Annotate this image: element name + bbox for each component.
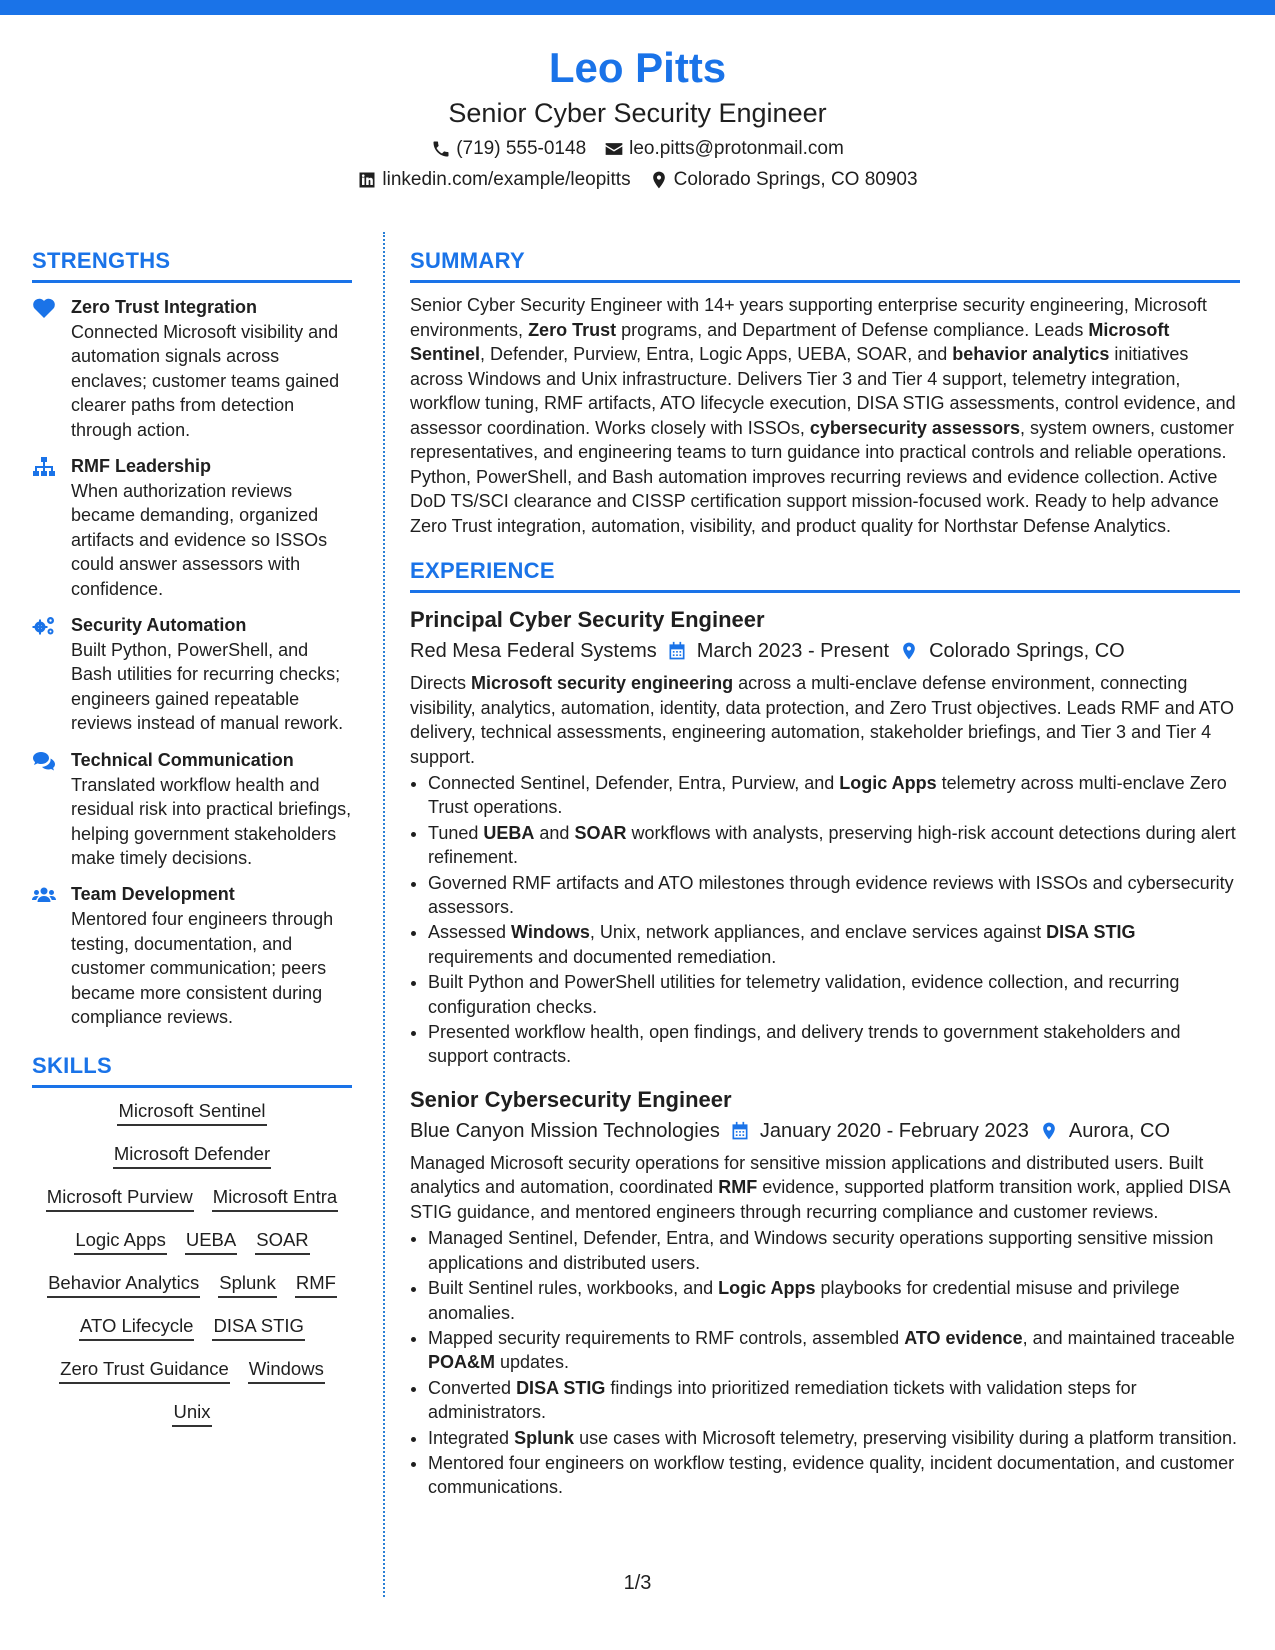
candidate-title: Senior Cyber Security Engineer — [448, 98, 827, 128]
bullet-item: • Managed Sentinel, Defender, Entra, and Windows security operations supporting sensitive mission applications and distributed users. — [428, 1226, 1240, 1275]
summary-heading: SUMMARY — [410, 248, 525, 273]
skill-tag: UEBA — [185, 1227, 237, 1255]
strengths-rule — [32, 280, 352, 283]
candidate-name: Leo Pitts — [548, 44, 727, 91]
skills-list — [32, 1098, 352, 1427]
bullet-item: • Mentored four engineers on workflow testing, evidence quality, incident documentation, and customer communications. — [428, 1451, 1240, 1500]
skill-tag: RMF — [295, 1270, 337, 1298]
strength-desc: Built Python, PowerShell, and Bash utilities for recurring checks; engineers gained repeatable reviews instead of manual rework. — [71, 640, 344, 734]
job-location — [899, 637, 1125, 665]
experience-section — [410, 556, 1240, 1500]
comments-icon — [32, 750, 56, 772]
experience-heading: EXPERIENCE — [410, 558, 555, 583]
gears-icon — [32, 615, 56, 637]
left-column — [32, 246, 352, 1442]
bullet-item: • Presented workflow health, open findings, and delivery trends to government stakeholders and support contracts. — [428, 1020, 1240, 1069]
email-contact[interactable] — [604, 136, 844, 162]
skill-row — [32, 1270, 352, 1298]
email-text: leo.pitts@protonmail.com — [629, 138, 844, 159]
bullet-item: • Mapped security requirements to RMF controls, assembled ATO evidence, and maintained traceable POA&M updates. — [428, 1326, 1240, 1375]
job-description: Managed Microsoft security operations for sensitive mission applications and distributed users. Built analytics and automation, coordinated RMF evidence, supported platform transition work, applied DISA STIG guidance, and mentored engineers through recurring compliance and customer reviews. — [410, 1152, 1230, 1222]
job-dates-text: March 2023 - Present — [696, 640, 890, 662]
strength-item — [32, 748, 352, 871]
skill-tag: Windows — [248, 1356, 325, 1384]
skill-tag: SOAR — [255, 1227, 309, 1255]
strength-desc: Translated workflow health and residual risk into practical briefings, helping government stakeholders make timely decisions. — [71, 774, 352, 868]
skill-row — [32, 1356, 352, 1384]
job-dates — [730, 1117, 1029, 1145]
resume-header — [0, 40, 1275, 193]
envelope-icon — [604, 139, 624, 159]
location-pin-icon — [649, 170, 669, 190]
job-dates — [667, 637, 889, 665]
skill-row — [32, 1313, 352, 1341]
linkedin-contact[interactable] — [357, 167, 630, 193]
bullet-item: • Connected Sentinel, Defender, Entra, Purview, and Logic Apps telemetry across multi-enclave Zero Trust operations. — [428, 771, 1240, 820]
skill-tag: Splunk — [218, 1270, 277, 1298]
job-company: Red Mesa Federal Systems — [410, 640, 657, 662]
contact-row-2 — [0, 167, 1275, 193]
job-dates-text: January 2020 - February 2023 — [759, 1119, 1029, 1142]
skill-row — [32, 1141, 352, 1169]
strength-desc: Mentored four engineers through testing, documentation, and customer communication; peers became more consistent during compliance reviews. — [71, 909, 334, 1027]
job-bullets — [410, 1226, 1240, 1499]
heart-icon — [32, 297, 56, 319]
linkedin-text: linkedin.com/example/leopitts — [382, 169, 631, 190]
skill-tag: Microsoft Purview — [46, 1184, 194, 1212]
strengths-section — [32, 246, 352, 1029]
job-location — [1039, 1117, 1170, 1145]
skills-section — [32, 1051, 352, 1427]
strength-item — [32, 882, 352, 1029]
strengths-heading: STRENGTHS — [32, 248, 171, 273]
job-meta — [410, 637, 1240, 665]
page-number: 1/3 — [623, 1572, 652, 1594]
bullet-item: • Converted DISA STIG findings into prioritized remediation tickets with validation steps for administrators. — [428, 1376, 1240, 1425]
job-title: Senior Cybersecurity Engineer — [410, 1086, 732, 1112]
strength-name: Security Automation — [71, 615, 247, 636]
calendar-icon — [667, 641, 687, 661]
strength-name: Team Development — [71, 884, 235, 905]
phone-icon — [431, 139, 451, 159]
top-accent-bar — [0, 0, 1275, 15]
skill-row — [32, 1227, 352, 1255]
job-entry — [410, 1085, 1240, 1500]
summary-text: Senior Cyber Security Engineer with 14+ years supporting enterprise security engineering, Microsoft environments, Zero Trust programs, and Department of Defense compliance. Leads Microsoft Sentinel, Defender, Purview, Entra, Logic Apps, UEBA, SOAR, and behavior analytics initiatives across Windows and Unix infrastructure. Delivers Tier 3 and Tier 4 support, telemetry integration, workflow tuning, RMF artifacts, ATO lifecycle execution, DISA STIG assessments, control evidence, and assessor coordination. Works closely with ISSOs, cybersecurity assessors, system owners, customer representatives, and engineering teams to turn guidance into practical controls and reliable operations. Python, PowerShell, and Bash automation improves recurring reviews and evidence collection. Active DoD TS/SCI clearance and CISSP certification support mission-focused work. Ready to help advance Zero Trust integration, automation, visibility, and product quality for Northstar Defense Analytics. — [410, 295, 1236, 536]
skill-tag: Zero Trust Guidance — [59, 1356, 230, 1384]
strength-item — [32, 295, 352, 442]
phone-contact — [431, 136, 586, 162]
bullet-item: • Governed RMF artifacts and ATO milestones through evidence reviews with ISSOs and cybersecurity assessors. — [428, 871, 1240, 920]
bullet-item: • Tuned UEBA and SOAR workflows with analysts, preserving high-risk account detections during alert refinement. — [428, 821, 1240, 870]
strength-desc: When authorization reviews became demanding, organized artifacts and evidence so ISSOs could answer assessors with confidence. — [71, 481, 328, 599]
skill-row — [32, 1184, 352, 1212]
location-pin-icon — [1039, 1121, 1059, 1141]
skill-tag: Unix — [172, 1399, 211, 1427]
strength-item — [32, 613, 352, 736]
summary-rule — [410, 280, 1240, 283]
skill-tag: Microsoft Entra — [212, 1184, 338, 1212]
linkedin-icon — [357, 170, 377, 190]
location-pin-icon — [899, 641, 919, 661]
strength-name: Zero Trust Integration — [71, 297, 258, 317]
phone-text: (719) 555-0148 — [456, 138, 587, 159]
users-icon — [32, 884, 56, 906]
job-company: Blue Canyon Mission Technologies — [410, 1119, 720, 1142]
skill-row — [32, 1098, 352, 1126]
strength-item — [32, 454, 352, 601]
strength-name: RMF Leadership — [71, 456, 212, 477]
bullet-item: • Integrated Splunk use cases with Microsoft telemetry, preserving visibility during a platform transition. — [428, 1426, 1240, 1450]
job-entry — [410, 605, 1240, 1069]
contact-row-1 — [0, 136, 1275, 162]
job-location-text: Colorado Springs, CO — [929, 640, 1125, 662]
bullet-item: • Built Python and PowerShell utilities for telemetry validation, evidence collection, and recurring configuration checks. — [428, 970, 1240, 1019]
skill-row — [32, 1399, 352, 1427]
sitemap-icon — [32, 456, 56, 478]
skill-tag: Logic Apps — [74, 1227, 167, 1255]
skills-heading: SKILLS — [32, 1053, 113, 1079]
strength-desc: Connected Microsoft visibility and automation signals across enclaves; customer teams gained clearer paths from detection through action. — [71, 322, 340, 440]
job-meta — [410, 1117, 1240, 1145]
right-column — [410, 246, 1240, 1501]
job-description: Directs Microsoft security engineering across a multi-enclave defense environment, connecting visibility, analytics, automation, identity, data protection, and Zero Trust objectives. Leads RMF and ATO delivery, technical assessments, engineering automation, stakeholder briefings, and Tier 3 and Tier 4 support. — [410, 673, 1235, 767]
skill-tag: DISA STIG — [212, 1313, 304, 1341]
job-title: Principal Cyber Security Engineer — [410, 607, 765, 632]
skill-tag: ATO Lifecycle — [79, 1313, 194, 1341]
strength-name: Technical Communication — [71, 749, 294, 770]
column-divider — [383, 232, 385, 1597]
bullet-item: • Assessed Windows, Unix, network appliances, and enclave services against DISA STIG requirements and documented remediation. — [428, 920, 1240, 969]
skill-tag: Microsoft Defender — [113, 1141, 271, 1169]
skills-rule — [32, 1085, 352, 1088]
calendar-icon — [730, 1121, 750, 1141]
summary-section — [410, 246, 1240, 538]
job-location-text: Aurora, CO — [1068, 1119, 1171, 1142]
experience-rule — [410, 590, 1240, 593]
bullet-item: • Built Sentinel rules, workbooks, and Logic Apps playbooks for credential misuse and privilege anomalies. — [428, 1276, 1240, 1325]
skill-tag: Behavior Analytics — [47, 1270, 200, 1298]
location-contact — [649, 167, 918, 193]
skill-tag: Microsoft Sentinel — [117, 1098, 266, 1126]
job-bullets — [410, 771, 1240, 1069]
location-text: Colorado Springs, CO 80903 — [673, 169, 918, 190]
